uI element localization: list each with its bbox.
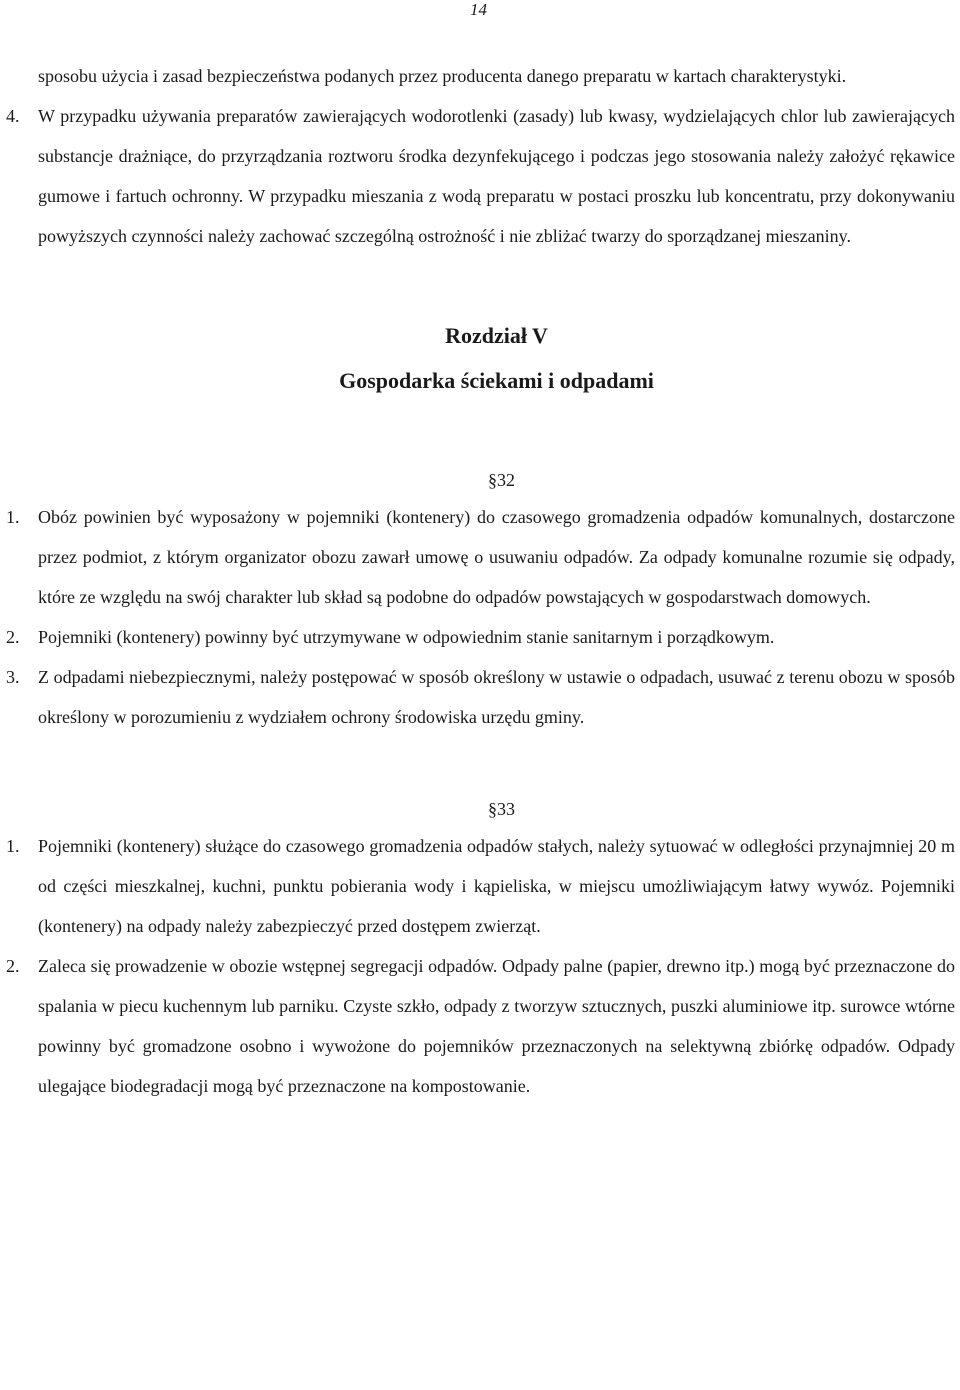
item-number: 1. <box>6 507 20 527</box>
item-number: 2. <box>6 627 20 647</box>
item-text: Zaleca się prowadzenie w obozie wstępnej segregacji odpadów. Odpady palne (papier, drewno itp.) mogą być przeznaczone do spalania w piecu kuchennym lub parniku. Czyste szkło, odpady z tworzyw sztucznych, puszki aluminiowe itp. surowce wtórne powinny być gromadzone osobno i wywożone do pojemników przeznaczonych na selektywną zbiórkę odpadów. Odpady ulegające biodegradacji mogą być przeznaczone na kompostowanie. <box>38 956 955 1096</box>
item-text: Pojemniki (kontenery) służące do czasowego gromadzenia odpadów stałych, należy sytuować w odległości przynajmniej 20 m od części mieszkalnej, kuchni, punktu pobierania wody i kąpieliska, w miejscu umożliwiającym łatwy wywóz. Pojemniki (kontenery) na odpady należy zabezpieczyć przed dostępem zwierząt. <box>38 836 955 936</box>
document-body <box>6 56 955 1106</box>
item-number: 4. <box>6 106 20 126</box>
chapter-subtitle: Gospodarka ściekami i odpadami <box>339 368 654 393</box>
list-item <box>6 617 955 657</box>
item-text: Obóz powinien być wyposażony w pojemniki (kontenery) do czasowego gromadzenia odpadów komunalnych, dostarczone przez podmiot, z którym organizator obozu zawarł umowę o usuwaniu odpadów. Za odpady komunalne rozumie się odpady, które ze względu na swój charakter lub skład są podobne do odpadów powstających w gospodarstwach domowych. <box>38 507 955 607</box>
item-number: 2. <box>6 956 20 976</box>
item-number: 3. <box>6 667 20 687</box>
section-mark-33: §33 <box>488 799 515 819</box>
section-mark-32: §32 <box>488 470 515 490</box>
item-number: 1. <box>6 836 20 856</box>
page-number: 14 <box>470 0 487 19</box>
list-item <box>6 96 955 256</box>
list-item <box>6 946 955 1106</box>
chapter-title: Rozdział V <box>445 323 548 348</box>
continuation-paragraph: sposobu użycia i zasad bezpieczeństwa podanych przez producenta danego preparatu w kartach charakterystyki. <box>38 66 847 86</box>
list-item <box>6 657 955 737</box>
list-item <box>6 826 955 946</box>
list-item <box>6 497 955 617</box>
item-text: Z odpadami niebezpiecznymi, należy postępować w sposób określony w ustawie o odpadach, usuwać z terenu obozu w sposób określony w porozumieniu z wydziałem ochrony środowiska urzędu gminy. <box>38 667 955 727</box>
item-text: W przypadku używania preparatów zawierających wodorotlenki (zasady) lub kwasy, wydzielających chlor lub zawierających substancje drażniące, do przyrządzania roztworu środka dezynfekującego i podczas jego stosowania należy założyć rękawice gumowe i fartuch ochronny. W przypadku mieszania z wodą preparatu w postaci proszku lub koncentratu, przy dokonywaniu powyższych czynności należy zachować szczególną ostrożność i nie zbliżać twarzy do sporządzanej mieszaniny. <box>38 106 955 246</box>
item-text: Pojemniki (kontenery) powinny być utrzymywane w odpowiednim stanie sanitarnym i porządkowym. <box>38 627 775 647</box>
